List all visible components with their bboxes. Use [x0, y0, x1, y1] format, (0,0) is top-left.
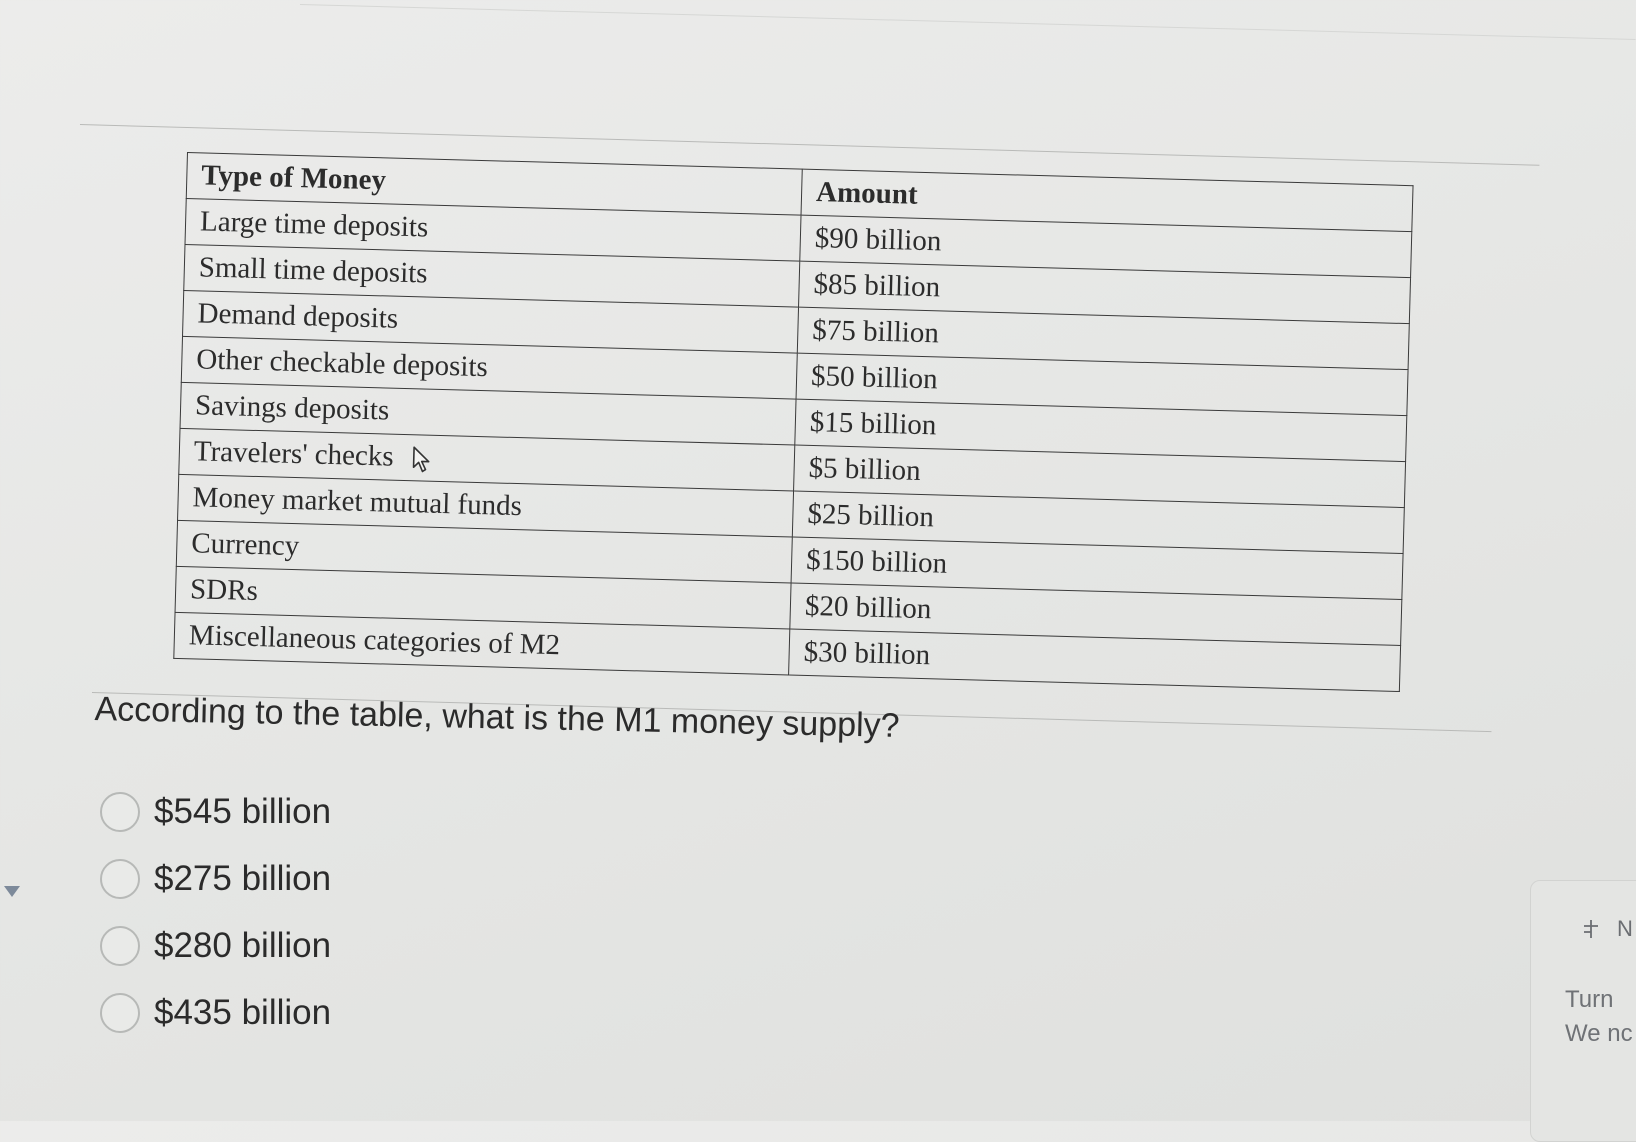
row-amount-cell: $150 billion [791, 537, 1403, 600]
answer-options [100, 778, 331, 1046]
side-panel-line-2: We nc [1565, 1020, 1633, 1047]
faint-divider [300, 4, 1636, 40]
row-amount-cell: $20 billion [790, 583, 1402, 646]
money-table-container [173, 152, 1413, 692]
header-amount: Amount [801, 169, 1413, 232]
answer-label[interactable]: $275 billion [154, 858, 332, 898]
radio-button[interactable] [100, 859, 140, 899]
row-type-cell: Large time deposits [185, 198, 801, 261]
row-amount-cell: $90 billion [800, 215, 1412, 278]
row-type-cell: Other checkable deposits [181, 336, 797, 399]
row-amount-cell: $15 billion [795, 399, 1407, 462]
answer-option[interactable] [100, 778, 331, 845]
radio-button[interactable] [100, 792, 140, 832]
row-amount-cell: $85 billion [799, 261, 1411, 324]
row-type-cell: Money market mutual funds [178, 474, 794, 537]
plus-cross-icon[interactable] [1580, 918, 1602, 940]
header-type-of-money: Type of Money [186, 153, 802, 216]
answer-option[interactable] [100, 912, 331, 979]
row-amount-cell: $5 billion [794, 445, 1406, 508]
radio-button[interactable] [100, 926, 140, 966]
side-panel-letter: N [1617, 916, 1633, 941]
answer-option[interactable] [100, 845, 331, 912]
row-type-cell: Small time deposits [184, 244, 800, 307]
row-amount-cell: $75 billion [797, 307, 1409, 370]
answer-label[interactable]: $435 billion [154, 992, 332, 1032]
answer-label[interactable]: $280 billion [154, 925, 332, 965]
row-type-cell: Miscellaneous categories of M2 [174, 612, 790, 675]
answer-option[interactable] [100, 979, 331, 1046]
question-text: According to the table, what is the M1 money supply? [94, 690, 900, 745]
mouse-pointer-icon [411, 446, 434, 475]
row-amount-cell: $30 billion [789, 629, 1401, 692]
row-type-cell: SDRs [175, 566, 791, 629]
row-type-cell: Savings deposits [180, 382, 796, 445]
row-type-cell: Demand deposits [183, 290, 799, 353]
radio-button[interactable] [100, 993, 140, 1033]
money-table [173, 152, 1413, 692]
triangle-down-icon[interactable] [4, 886, 20, 897]
row-type-label: Travelers' checks [193, 435, 395, 473]
row-amount-cell: $25 billion [792, 491, 1404, 554]
row-type-cell: Currency [176, 520, 792, 583]
answer-label[interactable]: $545 billion [154, 791, 332, 831]
row-amount-cell: $50 billion [796, 353, 1408, 416]
side-panel-line-1: Turn [1565, 986, 1614, 1013]
